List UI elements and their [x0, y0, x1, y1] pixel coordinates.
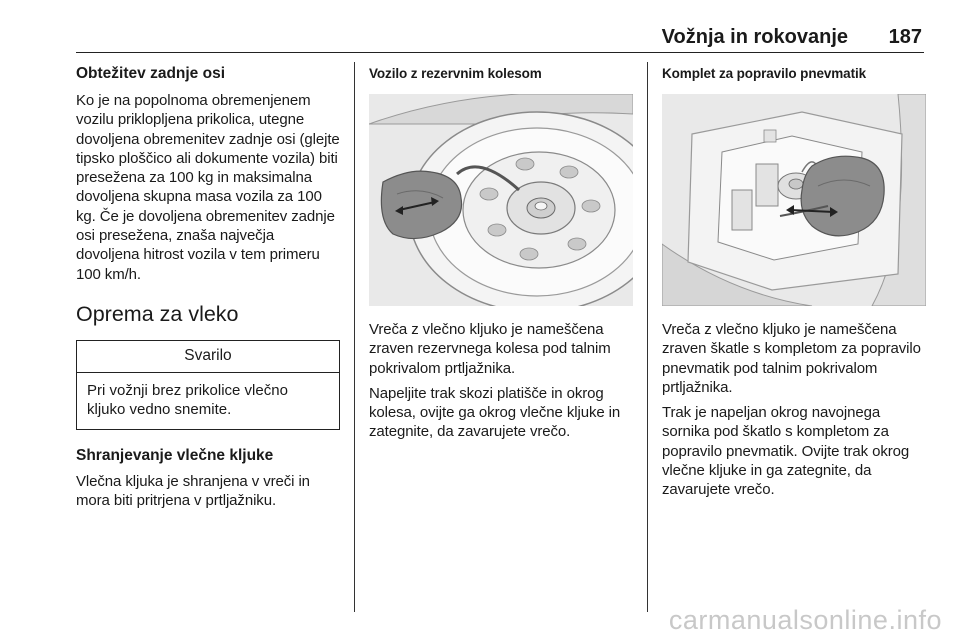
page-header [76, 24, 924, 53]
repair-kit-illustration [662, 94, 926, 306]
column-3 [662, 62, 926, 500]
spare-wheel-heading: Vozilo z rezervnim kolesom [369, 66, 542, 81]
spare-wheel-paragraph-2: Napeljite trak skozi platišče in okrog kolesa, ovijte ga okrog vlečne kljuke in zategnite, da zavarujete vrečo. [369, 384, 621, 441]
column-divider-2 [647, 62, 648, 612]
page-number: 187 [888, 26, 922, 48]
storage-subheading: Shranjevanje vlečne kljuke [76, 446, 274, 464]
rear-axle-heading: Obtežitev zadnje osi [76, 65, 226, 82]
column-divider-1 [354, 62, 355, 612]
spare-wheel-illustration [369, 94, 633, 306]
warning-box-text: Pri vožnji brez prikolice vlečno kljuko vedno snemite. [87, 381, 288, 419]
rear-axle-paragraph: Ko je na popolnoma obremenjenem vozilu priklopljena prikolica, utegne dovoljena obremenitev zadnje osi (glejte tipsko ploščico ali dokumente vozila) biti presežena za 100 kg in maksimalna dovoljena skupna masa vozila za 100 kg. Če je dovoljena obremenitev zadnje osi presežena, znaša največja dovoljena hitrost vozila v tem primeru 100 km/h. [76, 92, 340, 283]
watermark: carmanualsonline.info [668, 605, 942, 635]
repair-kit-heading: Komplet za popravilo pnevmatik [662, 66, 867, 81]
warning-box-title: Svarilo [77, 341, 339, 373]
header-title: Vožnja in rokovanje [661, 26, 848, 48]
section-title: Oprema za vleko [76, 301, 239, 326]
repair-kit-paragraph-1: Vreča z vlečno kljuko je nameščena zraven škatle s kompletom za popravilo pnevmatik pod talnim pokrivalom prtljažnika. [662, 321, 921, 396]
column-1 [76, 62, 340, 510]
repair-kit-paragraph-2: Trak je napeljan okrog navojnega sornika pod škatlo s kompletom za popravilo pnevmatik. Ovijte trak okrog vlečne kljuke in ga zategnite, da zavarujete vrečo. [662, 404, 910, 499]
storage-paragraph: Vlečna kljuka je shranjena v vreči in mora biti pritrjena v prtljažniku. [76, 472, 310, 509]
column-2 [369, 62, 633, 442]
warning-box [76, 340, 340, 430]
spare-wheel-paragraph-1: Vreča z vlečno kljuko je nameščena zraven rezervnega kolesa pod talnim pokrivalom prtljažnika. [369, 321, 611, 377]
